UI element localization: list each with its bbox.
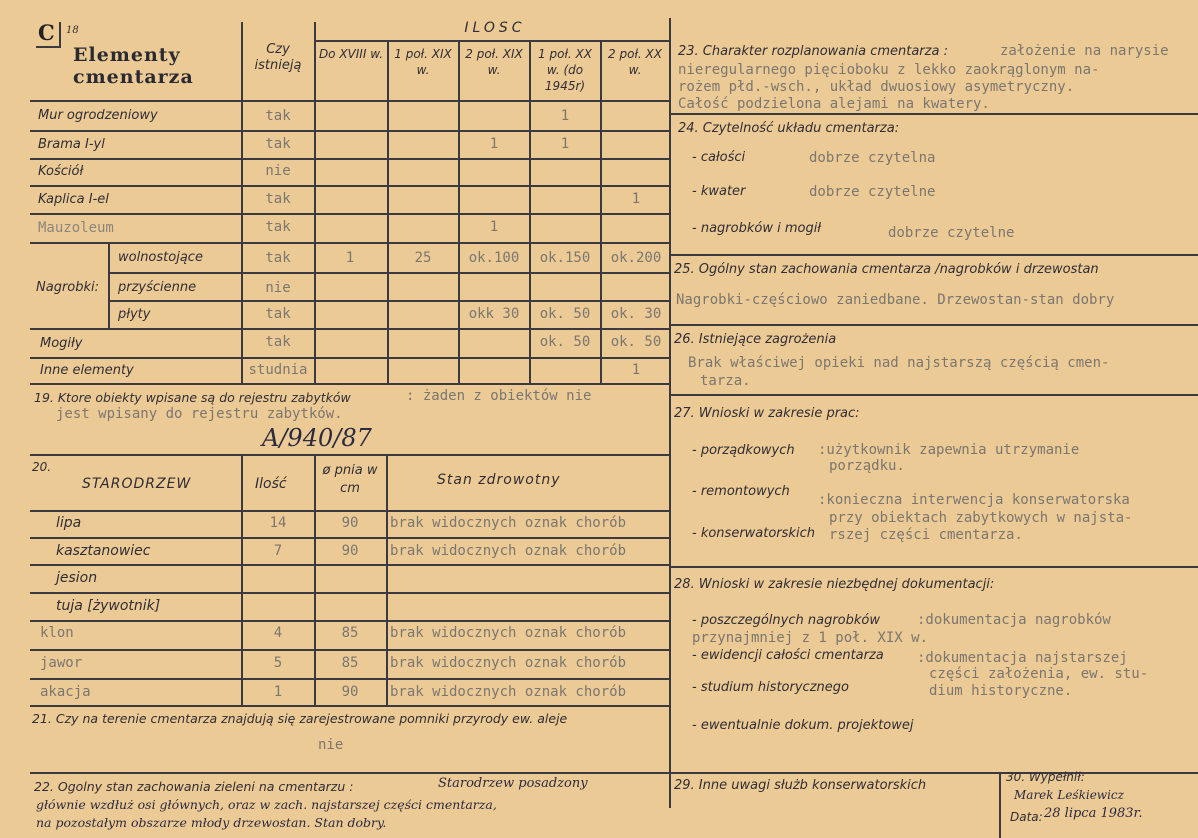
row-label: Mur ogrodzeniowy xyxy=(38,108,158,123)
exists-value: tak xyxy=(265,334,291,350)
grid-line xyxy=(386,454,388,705)
q28-ewidencji-label: - ewidencji całości cmentarza xyxy=(692,648,884,663)
q19-answer-2: jest wpisany do rejestru zabytków. xyxy=(56,406,343,422)
grid-line xyxy=(108,272,670,274)
col-header-xviii: Do XVIII w. xyxy=(318,47,384,61)
row-label: Mauzoleum xyxy=(38,220,114,236)
quantity-value: 1 xyxy=(631,362,641,378)
grid-line xyxy=(30,328,670,330)
tree-count: 14 xyxy=(269,515,287,531)
row-label: przyścienne xyxy=(118,280,197,295)
tree-name: jawor xyxy=(40,655,83,671)
grid-line xyxy=(30,564,670,566)
grid-line xyxy=(30,242,670,244)
nagrobki-label: Nagrobki: xyxy=(36,280,100,295)
tree-trunk-diameter: 85 xyxy=(341,625,359,641)
grid-line xyxy=(30,678,670,680)
quantity-value: 1 xyxy=(345,250,355,266)
q23-answer-4: Całość podzielona alejami na kwatery. xyxy=(678,96,990,112)
grid-line xyxy=(241,454,243,705)
exists-value: tak xyxy=(265,219,291,235)
exists-value: nie xyxy=(265,280,291,296)
q28-ewidencji-1: :dokumentacja najstarszej xyxy=(917,650,1128,666)
grid-line xyxy=(600,40,602,384)
grid-line xyxy=(30,185,670,187)
q23-answer-1: założenie na narysie xyxy=(1000,43,1169,59)
q19-label: 19. Ktore obiekty wpisane są do rejestru zabytków xyxy=(34,390,351,405)
grid-line xyxy=(670,566,1198,568)
grid-line xyxy=(30,454,670,456)
q28-label: 28. Wnioski w zakresie niezbędnej dokumentacji: xyxy=(674,577,995,592)
elements-title-2: cmentarza xyxy=(73,66,194,88)
q27-konserwatorskich-2: przy obiektach zabytkowych w najsta- xyxy=(829,510,1133,526)
col-header-xx1: 1 poł. XX w. (do 1945r) xyxy=(538,47,592,93)
quantity-value: 25 xyxy=(414,250,432,266)
q22-answer-2: głównie wzdłuż osi głównych, oraz w zach. najstarszej części cmentarza, xyxy=(36,797,497,812)
q24-kwater-value: dobrze czytelne xyxy=(809,184,936,200)
quantity-value: 1 xyxy=(489,219,499,235)
exists-value: tak xyxy=(265,136,291,152)
quantity-value: ok.150 xyxy=(539,250,591,266)
row-label: Brama I-yl xyxy=(38,137,105,152)
q23-answer-2: nieregularnego pięcioboku z lekko zaokrąglonym na- xyxy=(678,62,1100,78)
exists-value: tak xyxy=(265,250,291,266)
card-code: C xyxy=(38,20,55,45)
q22-answer-3: na pozostałym obszarze młody drzewostan. Stan dobry. xyxy=(36,815,387,830)
q24-kwater-label: - kwater xyxy=(692,184,746,199)
q22-answer-1: Starodrzew posadzony xyxy=(438,776,588,791)
quantity-value: 1 xyxy=(560,136,570,152)
q27-konserwatorskich-label: - konserwatorskich xyxy=(692,526,815,541)
tree-name: jesion xyxy=(56,570,98,586)
grid-line xyxy=(387,40,389,384)
tree-health: brak widocznych oznak chorób xyxy=(390,684,627,700)
tree-health: brak widocznych oznak chorób xyxy=(390,655,627,671)
q22-label: 22. Ogolny stan zachowania zieleni na cmentarzu : xyxy=(34,779,354,794)
q27-label: 27. Wnioski w zakresie prac: xyxy=(674,406,860,421)
card-code-sub: 18 xyxy=(66,25,79,36)
q20-col-stan: Stan zdrowotny xyxy=(437,472,561,488)
tree-trunk-diameter: 90 xyxy=(341,515,359,531)
q30-name: Marek Leśkiewicz xyxy=(1014,788,1124,802)
row-label: Kościół xyxy=(38,164,84,179)
quantity-value: 1 xyxy=(631,191,641,207)
q27-konserwatorskich-1: :konieczna interwencja konserwatorska xyxy=(818,492,1130,508)
q30-data-label: Data: xyxy=(1010,810,1043,824)
q26-answer-2: tarza. xyxy=(700,373,751,389)
col-header-xx2: 2 poł. XX w. xyxy=(608,47,662,77)
grid-line xyxy=(30,537,670,539)
quantity-value: ok.100 xyxy=(468,250,520,266)
grid-line xyxy=(670,254,1198,256)
ilosc-header: ILOSC xyxy=(464,20,526,36)
tree-name: klon xyxy=(40,625,74,641)
exists-value: tak xyxy=(265,191,291,207)
tree-name: tuja [żywotnik] xyxy=(56,598,161,614)
col-header-czy: Czy istnieją xyxy=(254,42,302,73)
q24-nagrobkow-value: dobrze czytelne xyxy=(888,225,1015,241)
quantity-value: ok.200 xyxy=(610,250,662,266)
row-label: Mogiły xyxy=(40,336,83,351)
grid-line xyxy=(30,620,670,622)
quantity-value: ok. 30 xyxy=(610,306,662,322)
grid-line xyxy=(670,113,1198,115)
grid-line xyxy=(108,300,670,302)
tree-count: 5 xyxy=(273,655,283,671)
q20-col-ilosc: Ilość xyxy=(255,476,287,492)
q25-label: 25. Ogólny stan zachowania cmentarza /nagrobków i drzewostan xyxy=(674,262,1099,277)
grid-line xyxy=(30,772,670,774)
tree-health: brak widocznych oznak chorób xyxy=(390,625,627,641)
q28-nagrobkow-1: :dokumentacja nagrobków xyxy=(917,612,1111,628)
tree-trunk-diameter: 90 xyxy=(341,543,359,559)
q25-answer: Nagrobki-częściowo zaniedbane. Drzewostan-stan dobry xyxy=(676,292,1115,308)
q20-title: STARODRZEW xyxy=(82,476,192,492)
grid-line xyxy=(30,592,670,594)
row-label: Inne elementy xyxy=(40,363,134,378)
grid-line xyxy=(30,158,670,160)
q23-answer-3: rożem płd.-wsch., układ dwuosiowy asymetryczny. xyxy=(678,79,1075,95)
grid-line xyxy=(999,772,1001,838)
row-label: wolnostojące xyxy=(118,250,203,265)
quantity-value: ok. 50 xyxy=(539,306,591,322)
grid-line xyxy=(30,705,670,707)
q28-studium-label: - studium historycznego xyxy=(692,680,849,695)
exists-value: nie xyxy=(265,163,291,179)
q28-ewidencji-2: części założenia, ew. stu- xyxy=(929,666,1149,682)
grid-line xyxy=(670,324,1198,326)
quantity-value: ok. 50 xyxy=(539,334,591,350)
q29-label: 29. Inne uwagi służb konserwatorskich xyxy=(674,778,927,793)
q28-projektowej-label: - ewentualnie dokum. projektowej xyxy=(692,718,914,733)
grid-line xyxy=(458,40,460,384)
q23-label: 23. Charakter rozplanowania cmentarza : xyxy=(678,44,948,59)
grid-line xyxy=(30,130,670,132)
col-header-xix1: 1 poł. XIX w. xyxy=(394,47,452,77)
col-header-xix2: 2 poł. XIX w. xyxy=(465,47,523,77)
tree-trunk-diameter: 90 xyxy=(341,684,359,700)
tree-count: 4 xyxy=(273,625,283,641)
grid-line xyxy=(529,40,531,384)
tree-name: kasztanowiec xyxy=(56,543,151,559)
exists-value: studnia xyxy=(248,362,308,378)
grid-line xyxy=(30,649,670,651)
exists-value: tak xyxy=(265,306,291,322)
q24-label: 24. Czytelność układu cmentarza: xyxy=(678,121,900,136)
tree-count: 7 xyxy=(273,543,283,559)
tree-name: lipa xyxy=(56,515,82,531)
q24-nagrobkow-label: - nagrobków i mogił xyxy=(692,221,822,236)
grid-line xyxy=(30,383,670,385)
q27-porzadkowych-2: porządku. xyxy=(829,458,905,474)
tree-count: 1 xyxy=(273,684,283,700)
q28-nagrobkow-2: przynajmniej z 1 poł. XIX w. xyxy=(692,630,929,646)
grid-line xyxy=(30,213,670,215)
q20-num: 20. xyxy=(32,460,52,474)
q19-answer-1: : żaden z obiektów nie xyxy=(406,388,592,404)
grid-line xyxy=(30,357,670,359)
row-label: Kaplica I-el xyxy=(38,192,109,207)
q21-label: 21. Czy na terenie cmentarza znajdują się zarejestrowane pomniki przyrody ew. aleje xyxy=(32,711,568,726)
quantity-value: okk 30 xyxy=(468,306,520,322)
tree-trunk-diameter: 85 xyxy=(341,655,359,671)
q28-ewidencji-3: dium historyczne. xyxy=(929,683,1073,699)
q28-nagrobkow-label: - poszczególnych nagrobków xyxy=(692,613,880,628)
grid-line xyxy=(314,40,670,42)
grid-line xyxy=(670,394,1198,396)
quantity-value: 1 xyxy=(489,136,499,152)
tree-health: brak widocznych oznak chorób xyxy=(390,515,627,531)
q30-date: 28 lipca 1983r. xyxy=(1044,806,1143,821)
elements-title-1: Elementy xyxy=(73,44,181,66)
quantity-value: 1 xyxy=(560,108,570,124)
code-box-line xyxy=(36,46,61,48)
exists-value: tak xyxy=(265,108,291,124)
q26-label: 26. Istniejące zagrożenia xyxy=(674,332,837,347)
q30-label: 30. Wypełnił: xyxy=(1006,770,1085,784)
grid-line xyxy=(670,772,1198,774)
q27-remontowych-label: - remontowych xyxy=(692,484,790,499)
code-box-line xyxy=(59,22,61,48)
tree-name: akacja xyxy=(40,684,91,700)
center-divider xyxy=(669,18,671,808)
q27-porzadkowych-1: :użytkownik zapewnia utrzymanie xyxy=(818,442,1080,458)
grid-line xyxy=(30,100,670,102)
grid-line xyxy=(30,510,670,512)
quantity-value: ok. 50 xyxy=(610,334,662,350)
q24-calosci-label: - całości xyxy=(692,150,746,165)
q26-answer-1: Brak właściwej opieki nad najstarszą częścią cmen- xyxy=(688,355,1110,371)
grid-line xyxy=(108,242,110,328)
q27-porzadkowych-label: - porządkowych xyxy=(692,443,795,458)
tree-health: brak widocznych oznak chorób xyxy=(390,543,627,559)
q19-registry-number: A/940/87 xyxy=(262,424,372,452)
q27-konserwatorskich-3: rszej części cmentarza. xyxy=(829,527,1023,543)
row-label: płyty xyxy=(118,307,151,322)
q24-calosci-value: dobrze czytelna xyxy=(809,150,936,166)
q21-answer: nie xyxy=(318,737,344,753)
q20-col-pien: ø pnia w cm xyxy=(322,463,378,496)
